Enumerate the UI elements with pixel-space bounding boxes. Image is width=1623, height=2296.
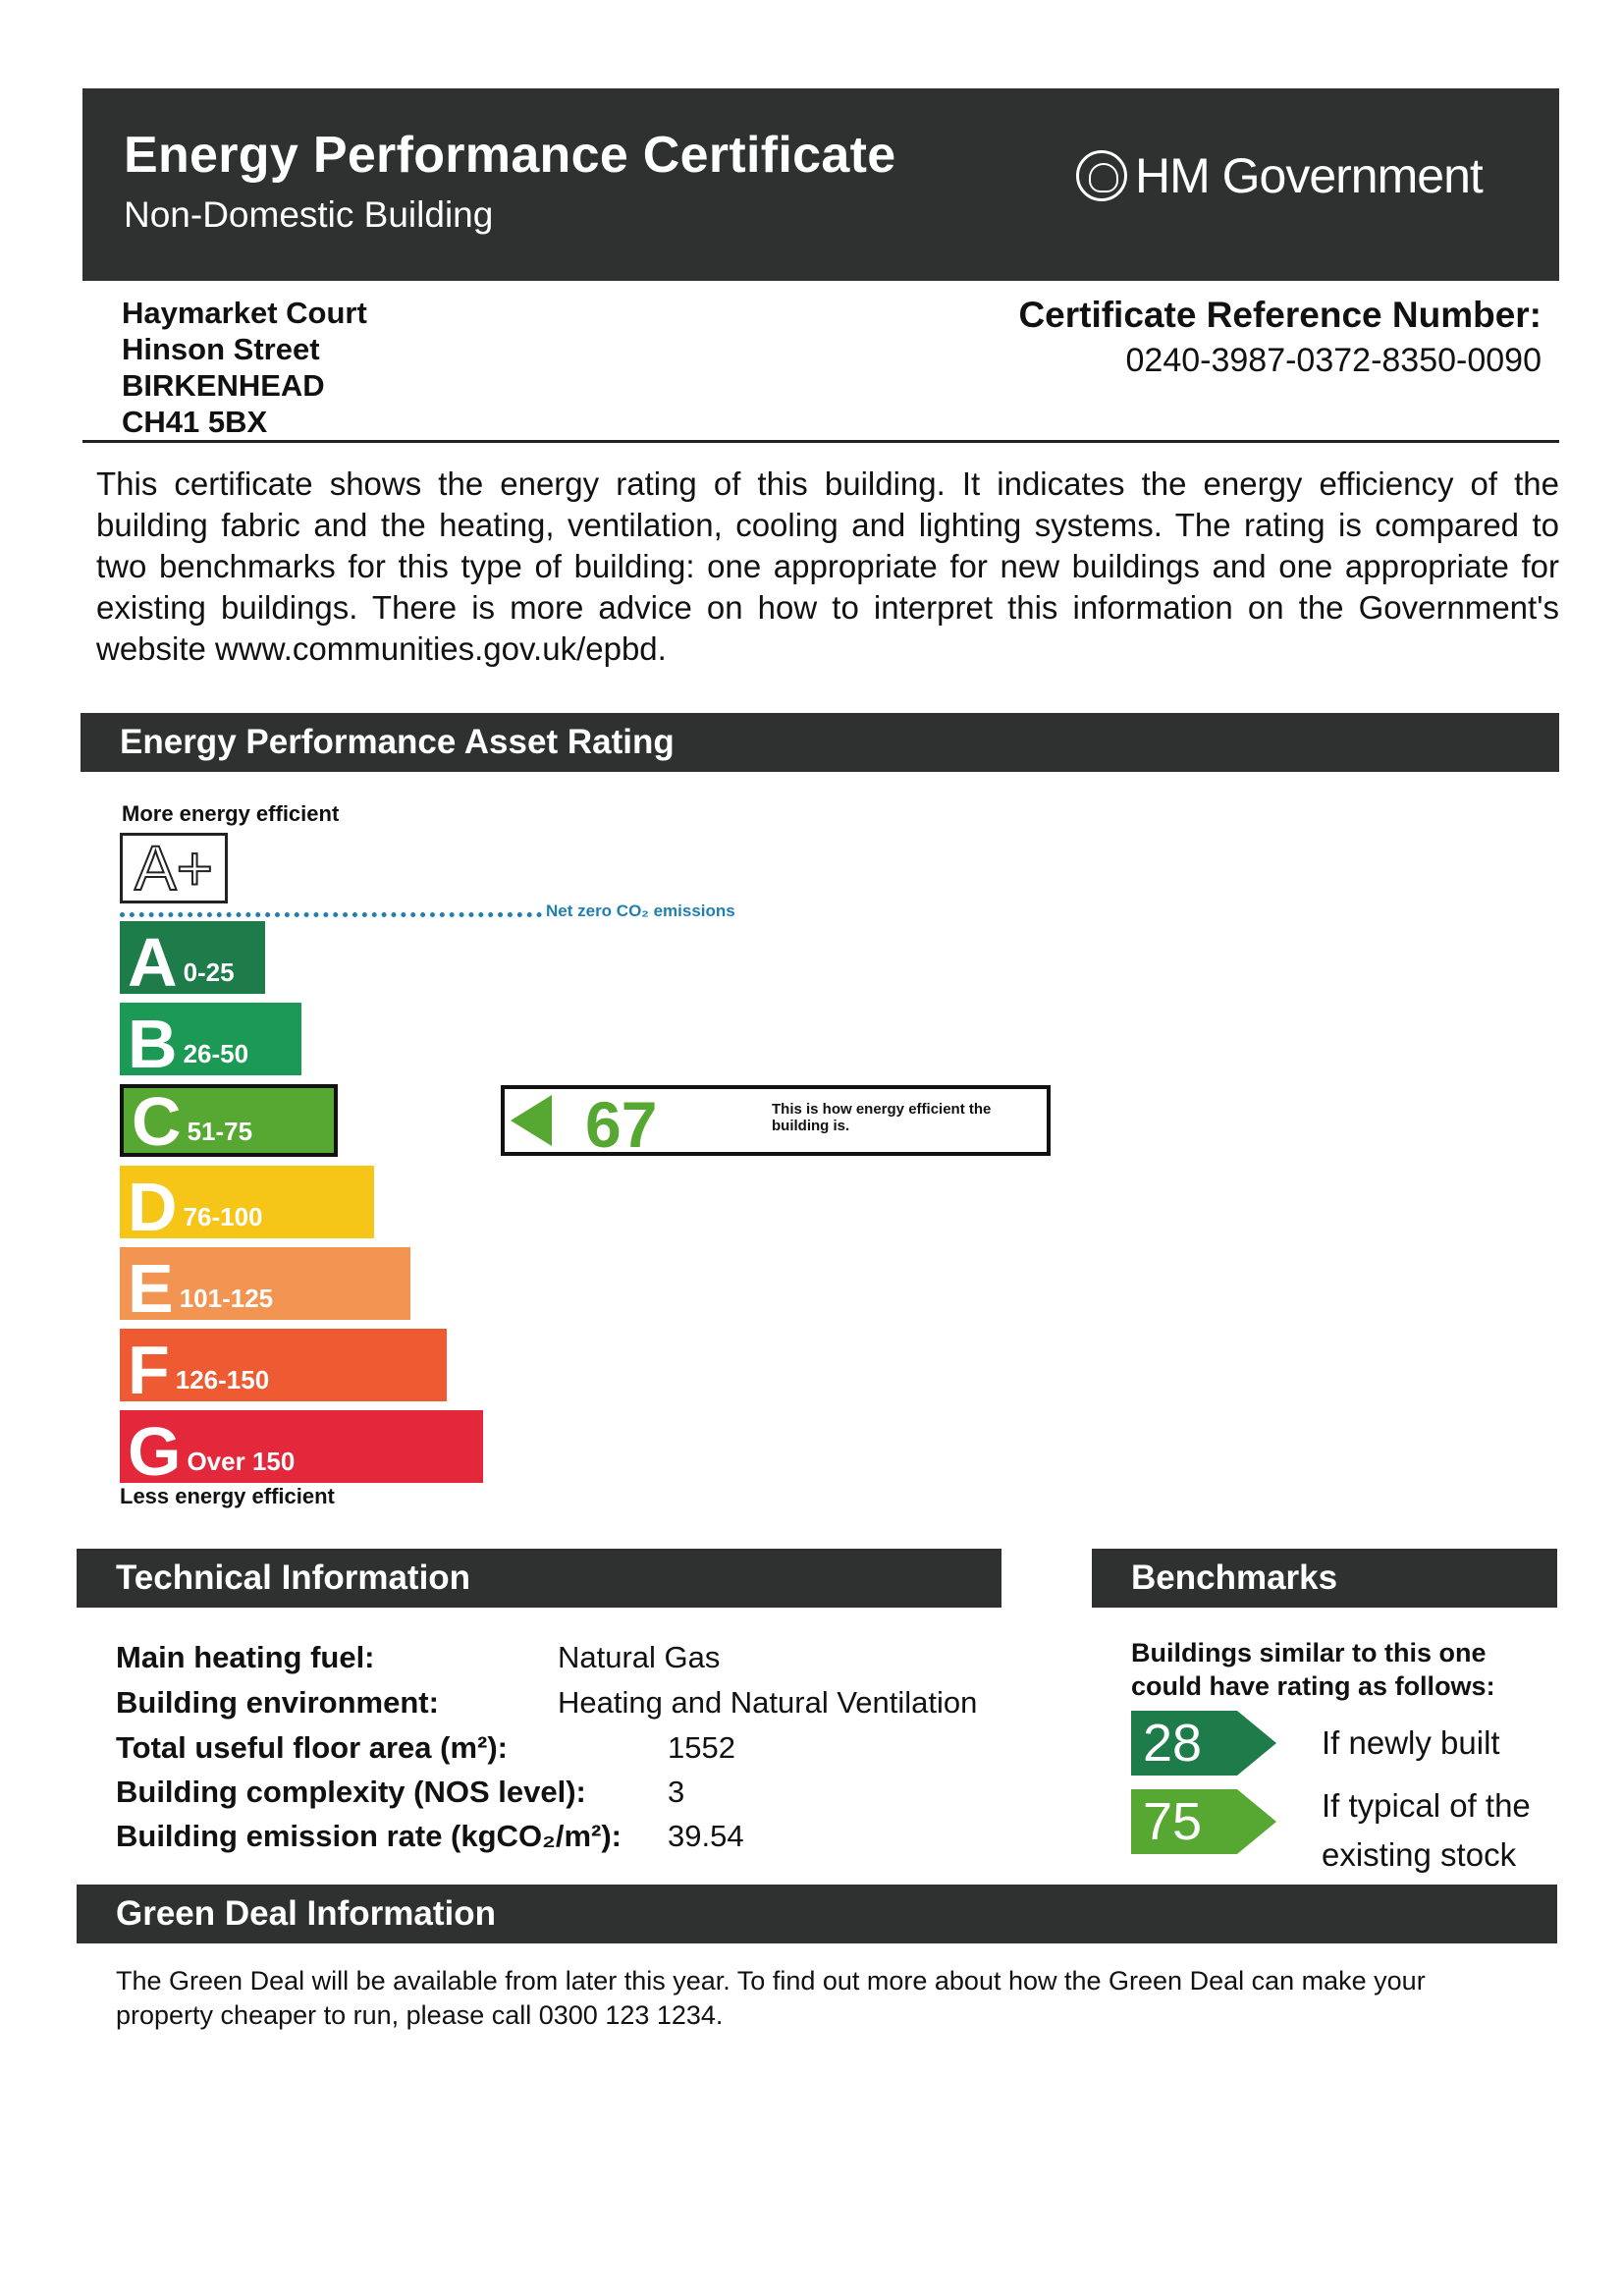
- rating-indicator: [501, 1085, 1051, 1161]
- more-efficient-label: More energy efficient: [122, 801, 340, 826]
- band-f: [120, 1329, 447, 1408]
- benchmark-new-arrow: [1131, 1711, 1276, 1776]
- tech-label: Main heating fuel:: [116, 1640, 375, 1674]
- benchmark-new-label: If newly built: [1322, 1724, 1500, 1761]
- benchmark-new-value: 28: [1131, 1711, 1237, 1776]
- divider: [82, 440, 1559, 443]
- tech-label: Building environment:: [116, 1685, 439, 1720]
- green-deal-text: The Green Deal will be available from later this year. To find out more about how the Green Deal can make your property cheaper to run, please call 0300 123 1234.: [116, 1966, 1426, 2030]
- hm-government-logo: [1076, 147, 1483, 204]
- band-range: 26-50: [183, 1039, 249, 1068]
- net-zero-line: [120, 912, 542, 917]
- band-letter: D: [128, 1169, 178, 1245]
- green-deal-heading: Green Deal Information: [77, 1885, 1557, 1943]
- document-title: Energy Performance Certificate: [124, 127, 896, 184]
- address-line-1: Haymarket Court: [122, 296, 367, 330]
- band-letter: F: [128, 1332, 170, 1408]
- benchmark-existing-label: If typical of the existing stock: [1322, 1787, 1531, 1873]
- band-range: 51-75: [187, 1117, 253, 1146]
- tech-label: Building emission rate (kgCO₂/m²):: [116, 1819, 622, 1853]
- benchmark-existing-value: 75: [1131, 1789, 1237, 1854]
- intro-paragraph: This certificate shows the energy rating of this building. It indicates the energy efficiency of the building fabric and the heating, ventilation, cooling and lighting systems. The rating is compared to two benchmarks for this type of building: one appropriate for new buildings and one appropriate for existing buildings. There is more advice on how to interpret this information on the Government's website www.communities.gov.uk/epbd.: [96, 465, 1559, 667]
- certificate-reference-label: Certificate Reference Number:: [1018, 295, 1542, 335]
- certificate-reference-number: 0240-3987-0372-8350-0090: [1125, 342, 1542, 379]
- benchmark-existing-arrow: [1131, 1789, 1276, 1854]
- benchmarks-heading: Benchmarks: [1092, 1549, 1557, 1608]
- asset-rating-heading: Energy Performance Asset Rating: [81, 713, 1559, 772]
- rating-note: This is how energy efficient the building is.: [772, 1101, 992, 1134]
- band-b: [120, 1003, 301, 1082]
- band-aplus: [120, 833, 228, 903]
- band-letter: G: [128, 1413, 182, 1490]
- address-line-3: BIRKENHEAD: [122, 368, 325, 403]
- band-letter: A: [128, 924, 178, 1001]
- band-range: 126-150: [175, 1365, 270, 1394]
- band-range: 101-125: [179, 1284, 274, 1313]
- tech-label: Total useful floor area (m²):: [116, 1730, 509, 1765]
- band-d: [120, 1166, 374, 1245]
- band-range: 0-25: [183, 957, 235, 987]
- band-range: Over 150: [187, 1447, 296, 1476]
- band-c: [120, 1083, 338, 1160]
- property-address: [122, 295, 367, 440]
- band-letter: E: [128, 1250, 174, 1327]
- technical-information-heading: Technical Information: [77, 1549, 1001, 1608]
- tech-label: Building complexity (NOS level):: [116, 1775, 586, 1809]
- benchmarks-intro: Buildings similar to this one could have rating as follows:: [1131, 1638, 1495, 1701]
- address-line-2: Hinson Street: [122, 332, 320, 366]
- tech-value: 39.54: [668, 1819, 744, 1853]
- tech-value: 1552: [668, 1730, 735, 1765]
- royal-crest-icon: [1076, 150, 1127, 201]
- address-postcode: CH41 5BX: [122, 405, 268, 439]
- certificate-header: [82, 88, 1559, 281]
- band-letter: C: [132, 1083, 182, 1160]
- arrow-tip-icon: [1237, 1789, 1276, 1854]
- arrow-tip-icon: [1237, 1711, 1276, 1776]
- net-zero-label: Net zero CO₂ emissions: [546, 902, 735, 920]
- band-range: 76-100: [183, 1202, 263, 1231]
- rating-value: 67: [585, 1088, 658, 1161]
- tech-value: Natural Gas: [558, 1640, 721, 1674]
- band-aplus-letter: A+: [134, 833, 214, 903]
- tech-value: 3: [668, 1775, 685, 1809]
- band-a: [120, 921, 265, 1001]
- tech-value: Heating and Natural Ventilation: [558, 1685, 978, 1720]
- rating-arrow-icon: [511, 1095, 552, 1146]
- document-subtitle: Non-Domestic Building: [124, 194, 494, 235]
- band-g: [120, 1410, 483, 1490]
- band-e: [120, 1247, 410, 1327]
- government-name: HM Government: [1135, 148, 1483, 203]
- less-efficient-label: Less energy efficient: [120, 1484, 335, 1508]
- band-letter: B: [128, 1006, 178, 1082]
